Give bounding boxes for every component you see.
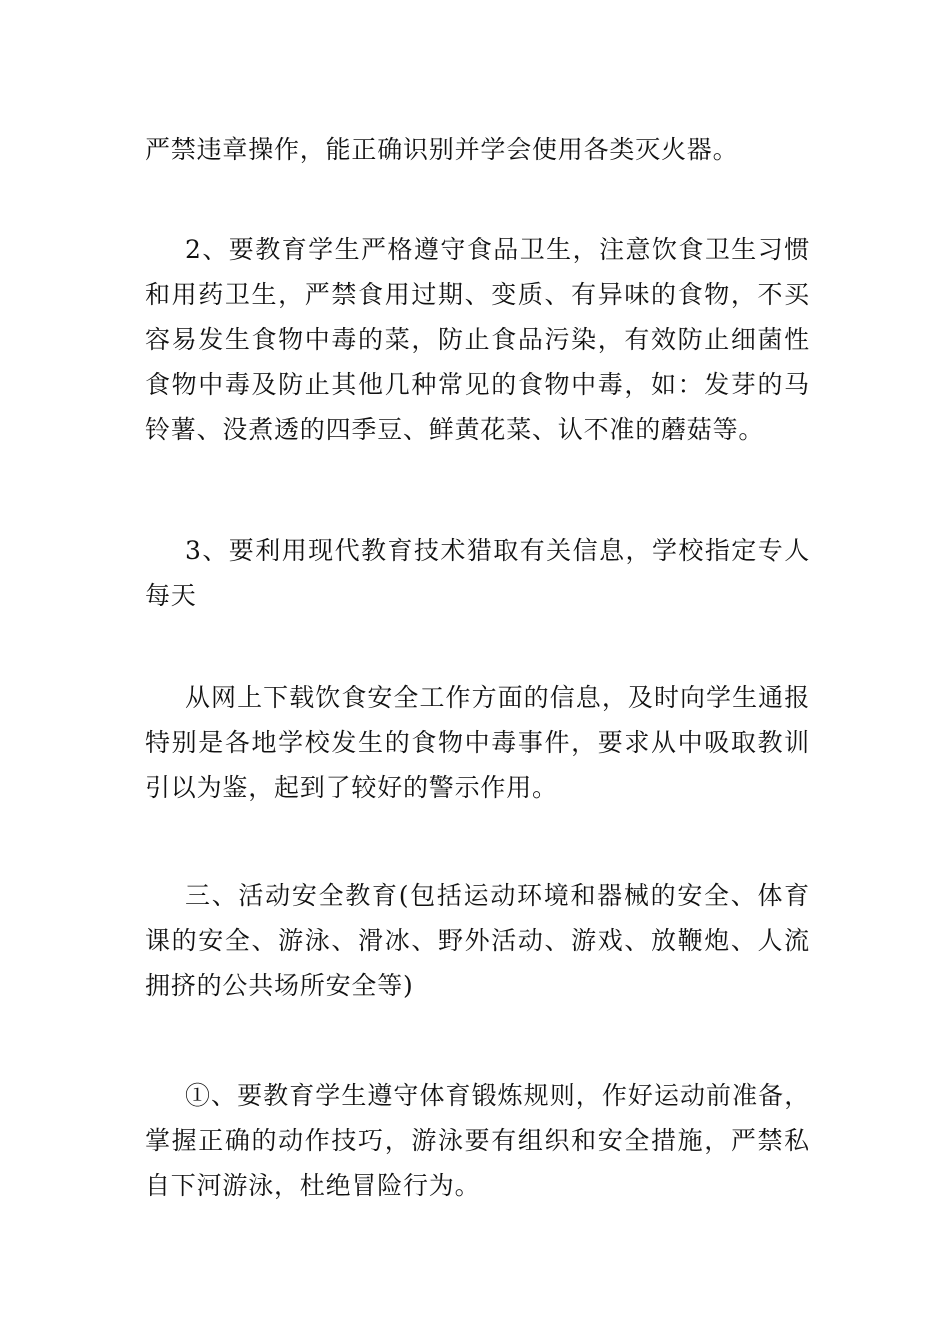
paragraph-online-download: 从网上下载饮食安全工作方面的信息，及时向学生通报特别是各地学校发生的食物中毒事件，要求从中吸取教训引以为鉴，起到了较好的警示作用。 [145, 683, 810, 802]
paragraph-sports-rules: ①、要教育学生遵守体育锻炼规则，作好运动前准备，掌握正确的动作技巧，游泳要有组织和安全措施，严禁私自下河游泳，杜绝冒险行为。 [145, 1081, 810, 1200]
paragraph-information-gathering: 3、要利用现代教育技术猎取有关信息，学校指定专人每天 [145, 536, 810, 610]
paragraph-fire-safety-continuation: 严禁违章操作，能正确识别并学会使用各类灭火器。 [145, 135, 739, 164]
section-heading-activity-safety: 三、活动安全教育(包括运动环境和器械的安全、体育课的安全、游泳、滑冰、野外活动、游戏、放鞭炮、人流拥挤的公共场所安全等) [145, 881, 810, 1000]
paragraph-food-hygiene: 2、要教育学生严格遵守食品卫生，注意饮食卫生习惯和用药卫生，严禁食用过期、变质、有异味的食物，不买容易发生食物中毒的菜，防止食品污染，有效防止细菌性食物中毒及防止其他几种常见的食物中毒，如：发芽的马铃薯、没煮透的四季豆、鲜黄花菜、认不准的蘑菇等。 [145, 235, 810, 444]
